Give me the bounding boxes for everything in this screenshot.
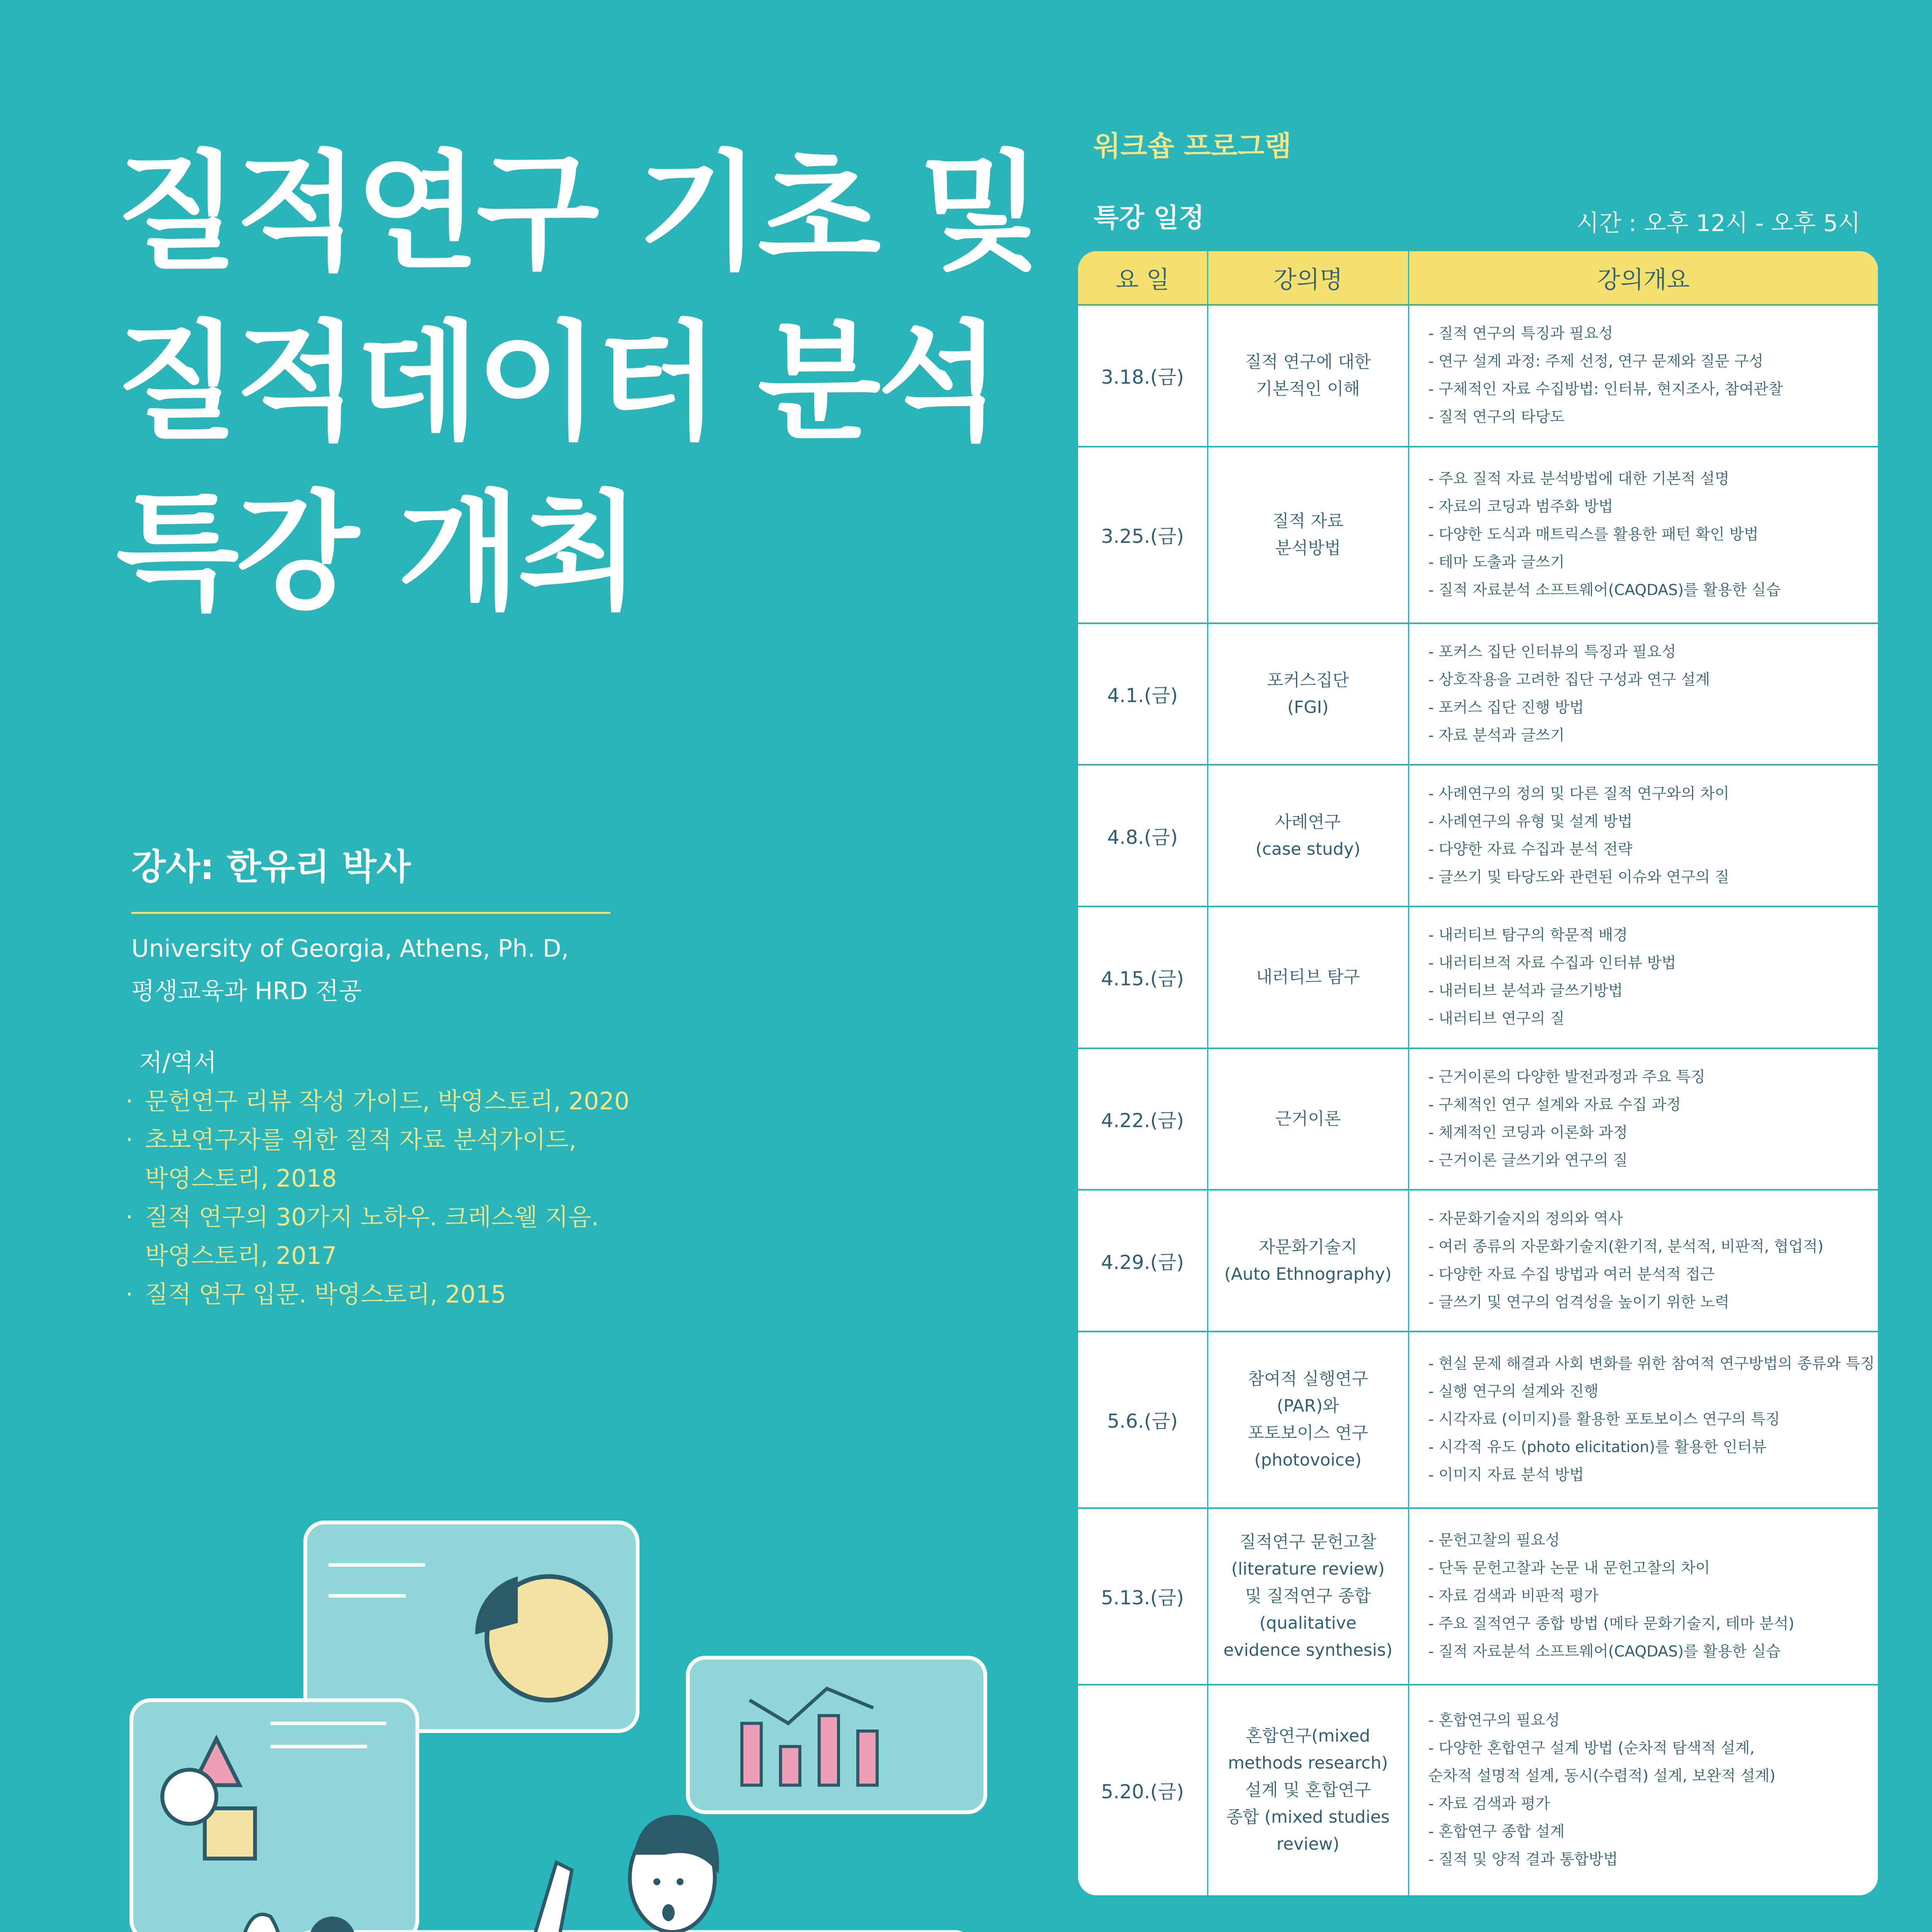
overview-item: - 시각적 유도 (photo elicitation)를 활용한 인터뷰 — [1428, 1439, 1767, 1456]
course-name-line: 분석방법 — [1275, 538, 1341, 558]
overview-item: - 혼합연구 종합 설계 — [1428, 1823, 1565, 1841]
schedule-row — [1078, 1508, 1878, 1685]
publication-item — [124, 1121, 629, 1198]
schedule-overview — [1408, 1190, 1878, 1332]
schedule-course-name — [1208, 623, 1408, 765]
course-name-line: (PAR)와 — [1277, 1396, 1339, 1416]
overview-item: - 단독 문헌고찰과 논문 내 문헌고찰의 차이 — [1428, 1560, 1710, 1577]
publication-line: · 문헌연구 리뷰 작성 가이드, 박영스토리, 2020 — [145, 1087, 630, 1115]
bio-line: University of Georgia, Athens, Ph. D, — [131, 934, 569, 963]
overview-item: - 자문화기술지의 정의와 역사 — [1428, 1210, 1623, 1228]
overview-item: - 시각자료 (이미지)를 활용한 포토보이스 연구의 특징 — [1428, 1411, 1780, 1429]
course-name-line: (Auto Ethnography) — [1224, 1264, 1392, 1284]
publication-line: 박영스토리, 2018 — [145, 1164, 337, 1192]
overview-item: - 질적 및 양적 결과 통합방법 — [1428, 1851, 1618, 1869]
overview-item: - 다양한 도식과 매트릭스를 활용한 패턴 확인 방법 — [1428, 526, 1759, 544]
overview-item: - 테마 도출과 글쓰기 — [1428, 554, 1565, 571]
course-name-line: 설계 및 혼합연구 — [1245, 1780, 1371, 1800]
overview-item: - 내러티브 탐구의 학문적 배경 — [1428, 927, 1628, 944]
overview-item: - 질적 자료분석 소프트웨어(CAQDAS)를 활용한 실습 — [1428, 1643, 1781, 1661]
bio-line: 평생교육과 HRD 전공 — [131, 977, 362, 1005]
overview-item: - 여러 종류의 자문화기술지(환기적, 분석적, 비판적, 협업적) — [1428, 1238, 1824, 1255]
schedule-row — [1078, 1190, 1878, 1332]
overview-item: - 연구 설계 과정: 주제 선정, 연구 문제와 질문 구성 — [1428, 353, 1764, 371]
overview-item: - 주요 질적연구 종합 방법 (메타 문화기술지, 테마 분석) — [1428, 1615, 1794, 1633]
overview-item: - 글쓰기 및 타당도와 관련된 이슈와 연구의 질 — [1428, 868, 1730, 886]
schedule-course-name — [1208, 765, 1408, 906]
schedule-date: 4.29.(금) — [1078, 1190, 1208, 1332]
schedule-course-name — [1208, 1685, 1408, 1895]
course-name-line: 혼합연구(mixed — [1246, 1726, 1370, 1746]
overview-item: - 자료 검색과 평가 — [1428, 1795, 1550, 1813]
schedule-overview — [1408, 447, 1878, 623]
schedule-row — [1078, 447, 1878, 623]
overview-item: - 현실 문제 해결과 사회 변화를 위한 참여적 연구방법의 종류와 특징 — [1428, 1355, 1875, 1373]
overview-item: - 사례연구의 정의 및 다른 질적 연구와의 차이 — [1428, 785, 1730, 803]
overview-item: - 사례연구의 유형 및 설계 방법 — [1428, 813, 1633, 830]
overview-item: - 이미지 자료 분석 방법 — [1428, 1466, 1584, 1484]
schedule-overview — [1408, 1508, 1878, 1685]
publication-line: 박영스토리, 2017 — [145, 1242, 337, 1270]
course-name-line: methods research) — [1228, 1753, 1388, 1773]
overview-item: - 다양한 자료 수집 방법과 여러 분석적 접근 — [1428, 1265, 1715, 1283]
course-name-line: 참여적 실행연구 — [1248, 1369, 1368, 1389]
course-name-line: 자문화기술지 — [1259, 1237, 1357, 1257]
title-line-3: 특강 개최 — [116, 478, 638, 627]
schedule-row — [1078, 623, 1878, 765]
course-name-line: evidence synthesis) — [1223, 1640, 1393, 1660]
overview-item: - 혼합연구의 필요성 — [1428, 1712, 1560, 1730]
schedule-date: 4.1.(금) — [1078, 623, 1208, 765]
schedule-date: 5.20.(금) — [1078, 1685, 1208, 1895]
schedule-row — [1078, 906, 1878, 1048]
publication-item — [124, 1198, 629, 1275]
overview-item: - 포커스 집단 인터뷰의 특징과 필요성 — [1428, 643, 1676, 661]
overview-item: - 실행 연구의 설계와 진행 — [1428, 1383, 1599, 1401]
course-name-line: 포커스집단 — [1267, 670, 1349, 690]
schedule-row — [1078, 1048, 1878, 1190]
publication-item — [124, 1082, 629, 1121]
schedule-date: 5.13.(금) — [1078, 1508, 1208, 1685]
divider — [131, 912, 611, 914]
schedule-overview — [1408, 623, 1878, 765]
title-line-1: 질적연구 기초 및 — [116, 138, 1039, 287]
overview-item: - 다양한 혼합연구 설계 방법 (순차적 탐색적 설계, — [1428, 1740, 1755, 1757]
schedule-course-name — [1208, 447, 1408, 623]
schedule-overview — [1408, 1332, 1878, 1508]
schedule-course-name — [1208, 1048, 1408, 1190]
overview-item: - 주요 질적 자료 분석방법에 대한 기본적 설명 — [1428, 470, 1730, 488]
header-day: 요 일 — [1078, 251, 1208, 305]
publications-heading: 저/역서 — [139, 1048, 217, 1077]
overview-item: - 문헌고찰의 필요성 — [1428, 1532, 1560, 1549]
schedule-table — [1078, 251, 1878, 1895]
publication-line: · 초보연구자를 위한 질적 자료 분석가이드, — [145, 1126, 577, 1154]
publication-item — [124, 1275, 629, 1314]
course-name-line: (FGI) — [1287, 697, 1329, 717]
schedule-row — [1078, 1685, 1878, 1895]
overview-item: - 내러티브 연구의 질 — [1428, 1010, 1565, 1028]
course-name-line: 기본적인 이해 — [1256, 379, 1360, 399]
course-name-line: 내러티브 탐구 — [1256, 967, 1360, 987]
schedule-course-name — [1208, 1190, 1408, 1332]
overview-item: - 내러티브 분석과 글쓰기방법 — [1428, 982, 1623, 1000]
man-figure — [533, 1815, 796, 1932]
course-name-line: 질적연구 문헌고찰 — [1239, 1532, 1377, 1552]
course-name-line: (qualitative — [1259, 1613, 1357, 1633]
overview-item: - 근거이론의 다양한 발전과정과 주요 특징 — [1428, 1068, 1706, 1086]
overview-item: - 자료의 코딩과 범주화 방법 — [1428, 498, 1613, 516]
overview-item: - 근거이론 글쓰기와 연구의 질 — [1428, 1151, 1628, 1169]
overview-item: - 체계적인 코딩과 이론화 과정 — [1428, 1124, 1628, 1141]
course-name-line: 사례연구 — [1275, 812, 1341, 832]
course-name-line: (photovoice) — [1254, 1450, 1362, 1470]
course-name-line: 및 질적연구 종합 — [1245, 1586, 1371, 1606]
schedule-date: 5.6.(금) — [1078, 1332, 1208, 1508]
shapes-card — [131, 1700, 417, 1932]
overview-item: - 구체적인 연구 설계와 자료 수집 과정 — [1428, 1096, 1681, 1114]
overview-item: - 글쓰기 및 연구의 엄격성을 높이기 위한 노력 — [1428, 1293, 1730, 1311]
overview-item: - 내러티브적 자료 수집과 인터뷰 방법 — [1428, 954, 1676, 972]
table-header-row — [1078, 251, 1878, 305]
schedule-course-name — [1208, 1508, 1408, 1685]
publication-list — [124, 1082, 629, 1314]
schedule-date: 3.18.(금) — [1078, 305, 1208, 447]
overview-item: 순차적 설명적 설계, 동시(수렴적) 설계, 보완적 설계) — [1428, 1767, 1776, 1785]
course-name-line: (literature review) — [1231, 1559, 1385, 1579]
header-overview: 강의개요 — [1408, 251, 1878, 305]
schedule-row — [1078, 1332, 1878, 1508]
schedule-date: 3.25.(금) — [1078, 447, 1208, 623]
overview-item: - 질적 연구의 특징과 필요성 — [1428, 325, 1613, 343]
illustration — [0, 1507, 1043, 1932]
overview-item: - 질적 연구의 타당도 — [1428, 408, 1565, 426]
schedule-overview — [1408, 1048, 1878, 1190]
course-name-line: 근거이론 — [1275, 1109, 1341, 1129]
publication-line: · 질적 연구의 30가지 노하우. 크레스웰 지음. — [145, 1203, 599, 1231]
course-name-line: (case study) — [1255, 839, 1361, 859]
schedule-course-name — [1208, 305, 1408, 447]
schedule-date: 4.8.(금) — [1078, 765, 1208, 906]
overview-item: - 자료 검색과 비판적 평가 — [1428, 1587, 1599, 1605]
schedule-row — [1078, 765, 1878, 906]
lecturer-heading: 강사: 한유리 박사 — [131, 846, 411, 888]
program-section-title: 워크숍 프로그램 — [1094, 130, 1291, 162]
publication-line: · 질적 연구 입문. 박영스토리, 2015 — [145, 1280, 506, 1308]
schedule-overview — [1408, 305, 1878, 447]
overview-item: - 상호작용을 고려한 집단 구성과 연구 설계 — [1428, 671, 1710, 689]
schedule-date: 4.22.(금) — [1078, 1048, 1208, 1190]
schedule-course-name — [1208, 1332, 1408, 1508]
title-line-2: 질적데이터 분석 — [116, 308, 998, 457]
schedule-course-name — [1208, 906, 1408, 1048]
schedule-overview — [1408, 765, 1878, 906]
course-name-line: 질적 연구에 대한 — [1245, 352, 1371, 372]
overview-item: - 구체적인 자료 수집방법: 인터뷰, 현지조사, 참여관찰 — [1428, 381, 1783, 398]
course-name-line: 질적 자료 — [1272, 511, 1344, 531]
overview-item: - 다양한 자료 수집과 분석 전략 — [1428, 840, 1633, 858]
schedule-time: 시간 : 오후 12시 - 오후 5시 — [1577, 210, 1861, 237]
course-name-line: 종합 (mixed studies — [1226, 1807, 1390, 1827]
overview-item: - 포커스 집단 진행 방법 — [1428, 699, 1584, 716]
overview-item: - 질적 자료분석 소프트웨어(CAQDAS)를 활용한 실습 — [1428, 582, 1781, 599]
header-course: 강의명 — [1208, 251, 1408, 305]
course-name-line: 포토보이스 연구 — [1248, 1423, 1368, 1443]
course-name-line: review) — [1276, 1834, 1340, 1854]
schedule-row — [1078, 305, 1878, 447]
schedule-overview — [1408, 906, 1878, 1048]
bar-chart-card — [688, 1658, 985, 1812]
overview-item: - 자료 분석과 글쓰기 — [1428, 727, 1565, 744]
page-title — [116, 128, 1039, 638]
schedule-overview — [1408, 1685, 1878, 1895]
lecturer-bio — [131, 927, 569, 1012]
schedule-title: 특강 일정 — [1094, 203, 1204, 233]
schedule-date: 4.15.(금) — [1078, 906, 1208, 1048]
